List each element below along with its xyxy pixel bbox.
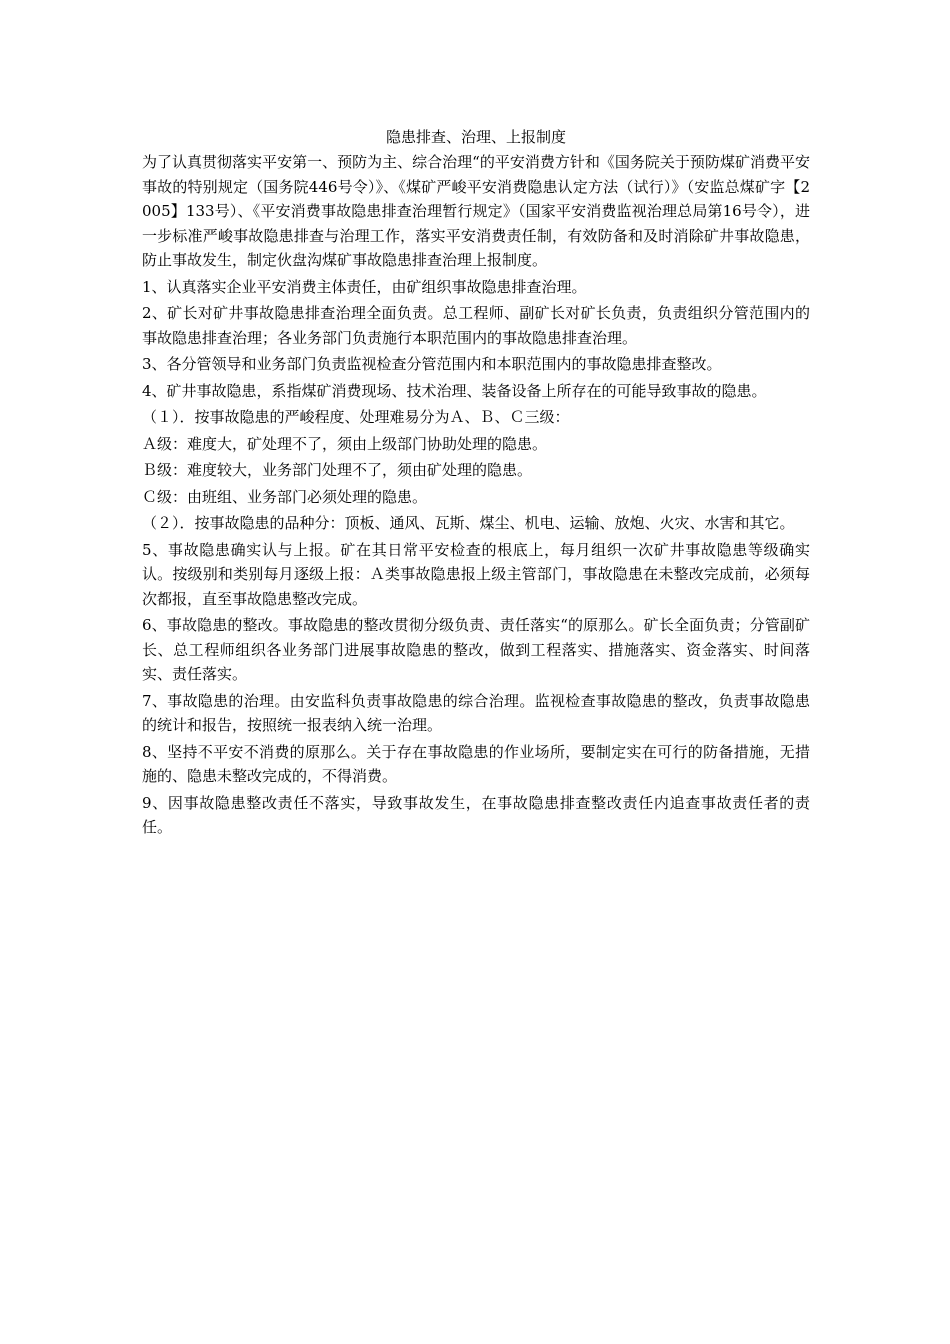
clause-3: 3、各分管领导和业务部门负责监视检查分管范围内和本职范围内的事故隐患排查整改。 [142, 355, 722, 373]
document-page [142, 126, 810, 840]
clause-8: 8、坚持不平安不消费的原那么。关于存在事故隐患的作业场所，要制定实在可行的防备措施，无措施的、隐患未整改完成的，不得消费。 [142, 742, 810, 785]
level-b-item: Ｂ级：难度较大，业务部门处理不了，须由矿处理的隐患。 [142, 461, 533, 479]
intro-paragraph: 为了认真贯彻落实平安第一、预防为主、综合治理“的平安消费方针和《国务院关于预防煤矿消费平安事故的特别规定（国务院446号令）》、《煤矿严峻平安消费隐患认定方法（试行）》（安监总煤矿字【2005】133号）、《平安消费事故隐患排查治理暂行规定》（国家平安消费监视治理总局第16号令），进一步标准严峻事故隐患排查与治理工作，落实平安消费责任制，有效防备和及时消除矿井事故隐患，防止事故发生，制定伙盘沟煤矿事故隐患排查治理上报制度。 [142, 153, 810, 269]
clause-9: 9、因事故隐患整改责任不落实，导致事故发生，在事故隐患排查整改责任内追查事故责任者的责任。 [142, 793, 810, 836]
level-c-item: Ｃ级：由班组、业务部门必须处理的隐患。 [142, 487, 428, 506]
clause-7: 7、事故隐患的治理。由安监科负责事故隐患的综合治理。监视检查事故隐患的整改，负责事故隐患的统计和报告，按照统一报表纳入统一治理。 [142, 691, 810, 734]
clause-4-sub-2: （２）．按事故隐患的品种分：顶板、通风、瓦斯、煤尘、机电、运输、放炮、火灾、水害和其它。 [142, 514, 795, 532]
document-title: 隐患排查、治理、上报制度 [385, 128, 566, 146]
clause-4: 4、矿井事故隐患，系指煤矿消费现场、技术治理、装备设备上所存在的可能导致事故的隐患。 [142, 381, 767, 400]
clause-2: 2、矿长对矿井事故隐患排查治理全面负责。总工程师、副矿长对矿长负责，负责组织分管范围内的事故隐患排查治理；各业务部门负责施行本职范围内的事故隐患排查治理。 [142, 304, 810, 347]
clause-4-sub-1: （１）．按事故隐患的严峻程度、处理难易分为Ａ、Ｂ、Ｃ三级： [142, 408, 570, 426]
level-a-item: Ａ级：难度大，矿处理不了，须由上级部门协助处理的隐患。 [142, 434, 548, 453]
clause-1: 1、认真落实企业平安消费主体责任，由矿组织事故隐患排查治理。 [142, 277, 587, 296]
clause-5: 5、事故隐患确实认与上报。矿在其日常平安检查的根底上，每月组织一次矿井事故隐患等级确实认。按级别和类别每月逐级上报：Ａ类事故隐患报上级主管部门，事故隐患在未整改完成前，必须每次都报，直至事故隐患整改完成。 [142, 540, 810, 608]
clause-6: 6、事故隐患的整改。事故隐患的整改贯彻分级负责、责任落实“的原那么。矿长全面负责；分管副矿长、总工程师组织各业务部门进展事故隐患的整改，做到工程落实、措施落实、资金落实、时间落实、责任落实。 [142, 616, 810, 683]
